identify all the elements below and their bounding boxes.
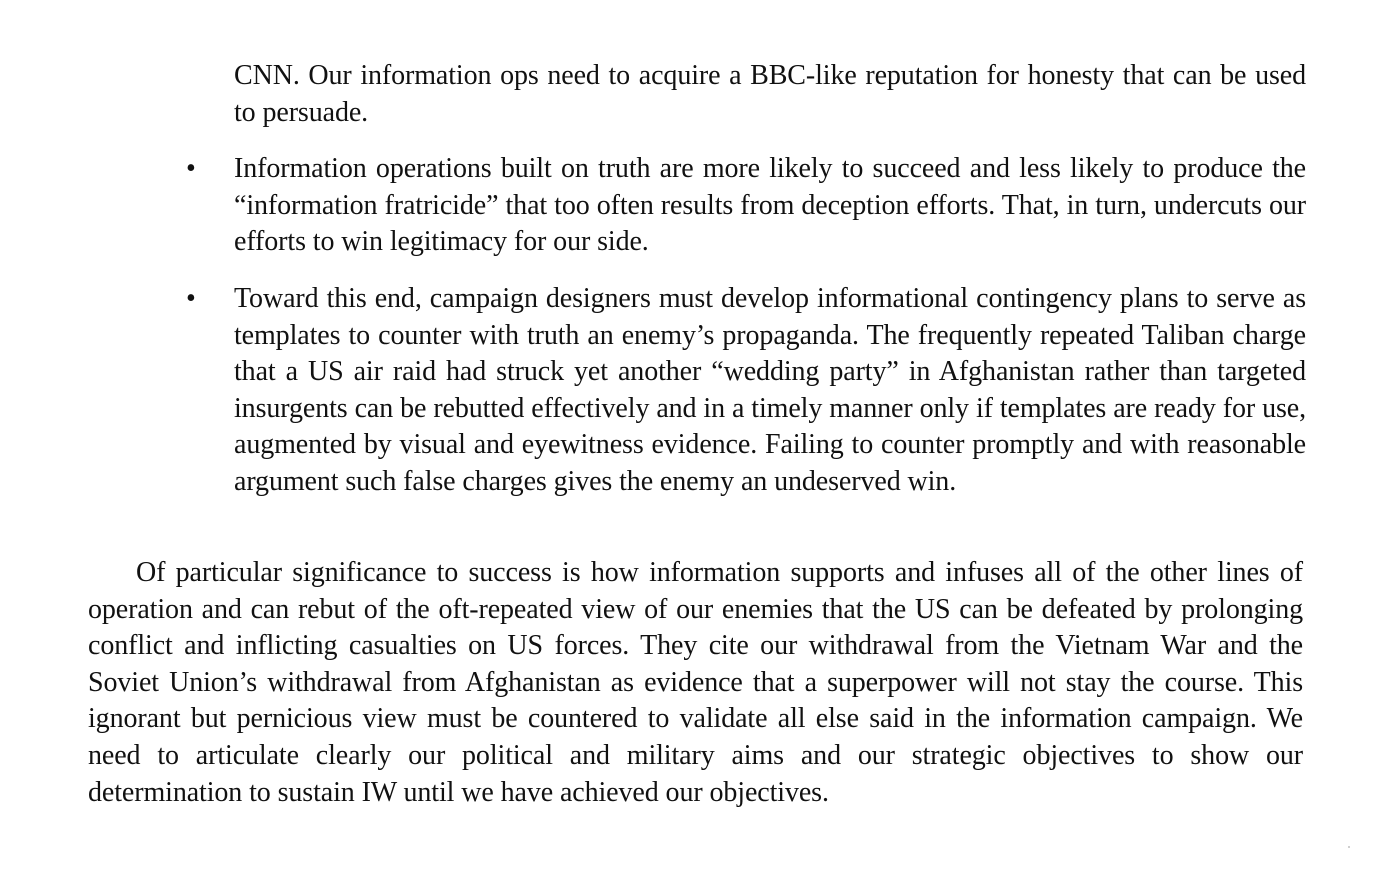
continuation-paragraph: CNN. Our information ops need to acquire a BBC-like reputation for honesty that can be used to persuade.: [234, 60, 1306, 128]
body-paragraph: Of particular significance to success is how information supports and infuses all of the other lines of operation and can rebut of the oft-repeated view of our enemies that the US can be defeated by prolonging conflict and inflicting casualties on US forces. They cite our withdrawal from the Vietnam War and the Soviet Union’s withdrawal from Afghanistan as evidence that a superpower will not stay the course. This ignorant but pernicious view must be countered to validate all else said in the information campaign. We need to articulate clearly our political and military aims and our strategic objectives to show our determination to sustain IW until we have achieved our objectives.: [88, 557, 1303, 808]
scan-speck: [1348, 846, 1350, 848]
bullet-text: Toward this end, campaign designers must develop informational contingency plans to serve as templates to counter with truth an enemy’s propaganda. The frequently repeated Taliban charge that a US air raid had struck yet another “wedding party” in Afghanistan rather than targeted insurgents can be rebutted effectively and in a timely manner only if templates are ready for use, augmented by visual and eyewitness evidence. Failing to counter promptly and with reasonable argument such false charges gives the enemy an undeserved win.: [234, 283, 1306, 497]
bullet-icon: •: [186, 283, 196, 314]
bullet-text: Information operations built on truth are more likely to succeed and less likely to produce the “information fratricide” that too often results from deception efforts. That, in turn, undercuts our efforts to win legitimacy for our side.: [234, 153, 1306, 258]
bullet-icon: •: [186, 153, 196, 184]
